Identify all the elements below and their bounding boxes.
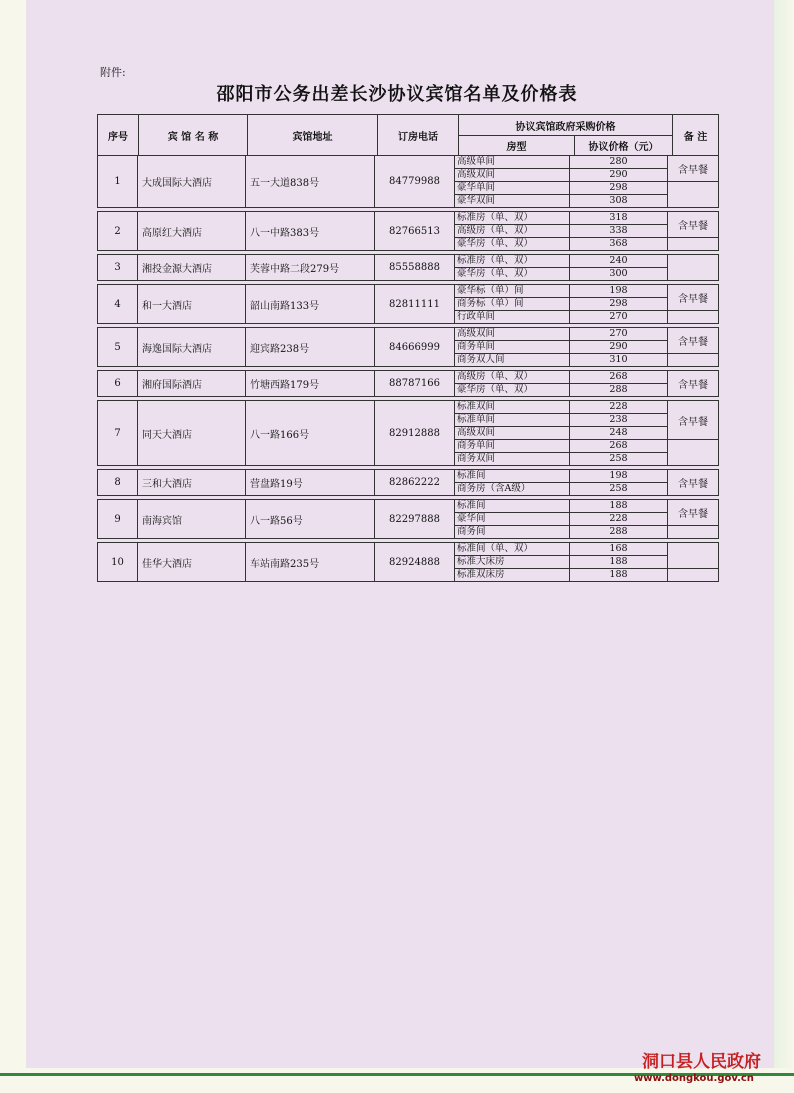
site-watermark (634, 1047, 761, 1084)
room-type: 豪华单间 (455, 182, 570, 194)
hotel-name: 高原红大酒店 (138, 212, 246, 250)
room-row (455, 156, 667, 169)
table-body (97, 156, 719, 582)
room-row (455, 268, 667, 280)
hotel-name: 湘府国际酒店 (138, 371, 246, 396)
room-price: 308 (609, 195, 628, 206)
room-row (455, 401, 667, 414)
remark-cell (668, 371, 718, 396)
hotel-no: 3 (98, 255, 138, 280)
remark-blank (668, 238, 718, 250)
room-row (455, 483, 667, 495)
room-price: 268 (609, 440, 628, 451)
hotel-remark: 含早餐 (668, 401, 718, 440)
room-price: 298 (609, 182, 628, 193)
room-list (455, 328, 668, 366)
room-row (455, 371, 667, 384)
room-price: 188 (609, 556, 628, 567)
room-price: 248 (609, 427, 628, 438)
room-list (455, 371, 668, 396)
room-type: 标准双间 (455, 401, 570, 413)
table-row (97, 211, 719, 251)
header-group-title: 协议宾馆政府采购价格 (459, 115, 672, 136)
room-type: 商务单间 (455, 341, 570, 353)
room-price: 368 (609, 238, 628, 249)
room-list (455, 285, 668, 323)
hotel-phone: 82766513 (375, 212, 455, 250)
hotel-name: 三和大酒店 (138, 470, 246, 495)
room-type: 标准单间 (455, 414, 570, 426)
room-price: 258 (609, 453, 628, 464)
hotel-address: 八一中路383号 (246, 212, 375, 250)
remark-cell (668, 328, 718, 366)
room-type: 标准间 (455, 470, 570, 482)
room-list (455, 212, 668, 250)
room-row (455, 255, 667, 268)
table-row (97, 542, 719, 582)
room-type: 标准间（单、双） (455, 543, 570, 555)
hotel-no: 4 (98, 285, 138, 323)
remark-cell (668, 255, 718, 280)
hotel-name: 大成国际大酒店 (138, 156, 246, 207)
room-type: 高级单间 (455, 156, 570, 168)
header-address: 宾馆地址 (248, 115, 378, 155)
hotel-address: 车站南路235号 (246, 543, 375, 581)
room-price: 270 (609, 311, 628, 322)
room-row (455, 569, 667, 581)
hotel-remark: 含早餐 (668, 156, 718, 182)
remark-cell (668, 470, 718, 495)
hotel-no: 9 (98, 500, 138, 538)
room-list (455, 500, 668, 538)
remark-cell (668, 500, 718, 538)
table-header (97, 114, 719, 156)
remark-cell (668, 212, 718, 250)
hotel-remark (668, 255, 718, 280)
hotel-remark: 含早餐 (678, 479, 708, 490)
room-list (455, 401, 668, 465)
hotel-remark (668, 543, 718, 569)
room-type: 行政单间 (455, 311, 570, 323)
hotel-address: 竹塘西路179号 (246, 371, 375, 396)
hotel-phone: 84666999 (375, 328, 455, 366)
room-row (455, 311, 667, 323)
room-type: 商务房（含A级） (455, 483, 570, 495)
room-type: 豪华房（单、双） (455, 238, 570, 250)
room-row (455, 500, 667, 513)
room-price: 270 (609, 328, 628, 339)
remark-cell (668, 401, 718, 465)
room-type: 商务双间 (455, 453, 570, 465)
room-row (455, 169, 667, 182)
hotel-phone: 82924888 (375, 543, 455, 581)
room-row (455, 238, 667, 250)
room-type: 标准间 (455, 500, 570, 512)
hotel-no: 5 (98, 328, 138, 366)
room-price: 310 (609, 354, 628, 365)
hotel-address: 五一大道838号 (246, 156, 375, 207)
room-list (455, 156, 668, 207)
room-row (455, 513, 667, 526)
room-row (455, 182, 667, 195)
room-row (455, 414, 667, 427)
room-price: 300 (609, 268, 628, 279)
room-type: 商务双人间 (455, 354, 570, 366)
room-row (455, 341, 667, 354)
hotel-price-table (97, 114, 719, 582)
hotel-no: 10 (98, 543, 138, 581)
hotel-name: 海逸国际大酒店 (138, 328, 246, 366)
hotel-name: 和一大酒店 (138, 285, 246, 323)
room-type: 标准房（单、双） (455, 255, 570, 267)
room-row (455, 298, 667, 311)
room-row (455, 453, 667, 465)
room-row (455, 225, 667, 238)
hotel-name: 同天大酒店 (138, 401, 246, 465)
room-type: 高级双间 (455, 328, 570, 340)
room-price: 228 (609, 401, 628, 412)
table-row (97, 499, 719, 539)
hotel-phone: 88787166 (375, 371, 455, 396)
attachment-label: 附件: (100, 66, 126, 79)
room-row (455, 526, 667, 538)
page-edge (774, 0, 794, 1068)
hotel-phone: 82862222 (375, 470, 455, 495)
remark-blank (668, 182, 718, 207)
room-price: 240 (609, 255, 628, 266)
room-type: 商务间 (455, 526, 570, 538)
hotel-remark: 含早餐 (668, 285, 718, 311)
header-name: 宾 馆 名 称 (139, 115, 248, 155)
room-row (455, 195, 667, 207)
room-row (455, 212, 667, 225)
room-price: 298 (609, 298, 628, 309)
room-row (455, 285, 667, 298)
hotel-no: 6 (98, 371, 138, 396)
room-type: 标准房（单、双） (455, 212, 570, 224)
hotel-remark: 含早餐 (668, 328, 718, 354)
hotel-remark: 含早餐 (668, 212, 718, 238)
remark-blank (668, 311, 718, 323)
remark-blank (668, 569, 718, 581)
room-price: 338 (609, 225, 628, 236)
remark-cell (668, 156, 718, 207)
room-price: 268 (609, 371, 628, 382)
room-type: 高级双间 (455, 427, 570, 439)
room-type: 豪华标（单）间 (455, 285, 570, 297)
watermark-url: www.dongkou.gov.cn (634, 1073, 754, 1084)
hotel-address: 营盘路19号 (246, 470, 375, 495)
hotel-phone: 82912888 (375, 401, 455, 465)
room-list (455, 470, 668, 495)
room-type: 高级双间 (455, 169, 570, 181)
room-price: 198 (609, 470, 628, 481)
room-price: 198 (609, 285, 628, 296)
table-row (97, 284, 719, 324)
room-type: 高级房（单、双） (455, 225, 570, 237)
remark-blank (668, 354, 718, 366)
room-row (455, 427, 667, 440)
room-price: 318 (609, 212, 628, 223)
hotel-address: 八一路166号 (246, 401, 375, 465)
room-price: 168 (609, 543, 628, 554)
room-price: 258 (609, 483, 628, 494)
room-price: 288 (609, 384, 628, 395)
room-price: 228 (609, 513, 628, 524)
room-price: 288 (609, 526, 628, 537)
hotel-phone: 82811111 (375, 285, 455, 323)
hotel-phone: 84779988 (375, 156, 455, 207)
table-row (97, 400, 719, 466)
room-type: 标准双床房 (455, 569, 570, 581)
room-price: 290 (609, 341, 628, 352)
hotel-address: 八一路56号 (246, 500, 375, 538)
room-type: 商务单间 (455, 440, 570, 452)
header-price: 协议价格（元） (588, 142, 659, 153)
hotel-name: 湘投金源大酒店 (138, 255, 246, 280)
room-price: 188 (609, 500, 628, 511)
hotel-no: 7 (98, 401, 138, 465)
room-list (455, 543, 668, 581)
table-row (97, 254, 719, 281)
hotel-address: 芙蓉中路二段279号 (246, 255, 375, 280)
room-price: 238 (609, 414, 628, 425)
room-list (455, 255, 668, 280)
room-type: 标准大床房 (455, 556, 570, 568)
header-room-type: 房型 (459, 136, 575, 155)
room-row (455, 384, 667, 396)
hotel-no: 2 (98, 212, 138, 250)
room-row (455, 556, 667, 569)
table-row (97, 156, 719, 208)
hotel-name: 佳华大酒店 (138, 543, 246, 581)
room-row (455, 328, 667, 341)
header-price-group (459, 115, 673, 155)
room-type: 商务标（单）间 (455, 298, 570, 310)
room-row (455, 543, 667, 556)
hotel-address: 迎宾路238号 (246, 328, 375, 366)
remark-blank (668, 526, 718, 538)
table-row (97, 327, 719, 367)
room-row (455, 470, 667, 483)
room-price: 280 (609, 156, 628, 167)
hotel-address: 韶山南路133号 (246, 285, 375, 323)
room-type: 豪华房（单、双） (455, 268, 570, 280)
hotel-phone: 82297888 (375, 500, 455, 538)
room-row (455, 354, 667, 366)
watermark-name: 洞口县人民政府 (642, 1052, 761, 1072)
room-row (455, 440, 667, 453)
remark-cell (668, 285, 718, 323)
room-type: 高级房（单、双） (455, 371, 570, 383)
remark-blank (668, 440, 718, 465)
hotel-no: 1 (98, 156, 138, 207)
remark-cell (668, 543, 718, 581)
room-type: 豪华间 (455, 513, 570, 525)
hotel-remark: 含早餐 (678, 380, 708, 391)
table-row (97, 370, 719, 397)
room-type: 豪华房（单、双） (455, 384, 570, 396)
hotel-no: 8 (98, 470, 138, 495)
hotel-name: 南海宾馆 (138, 500, 246, 538)
room-price: 290 (609, 169, 628, 180)
hotel-phone: 85558888 (375, 255, 455, 280)
header-phone: 订房电话 (378, 115, 459, 155)
table-row (97, 469, 719, 496)
room-price: 188 (609, 569, 628, 580)
hotel-remark: 含早餐 (668, 500, 718, 526)
document-title: 邵阳市公务出差长沙协议宾馆名单及价格表 (216, 84, 578, 105)
header-remark: 备 注 (683, 131, 708, 143)
room-type: 豪华双间 (455, 195, 570, 207)
header-no: 序号 (98, 115, 139, 155)
